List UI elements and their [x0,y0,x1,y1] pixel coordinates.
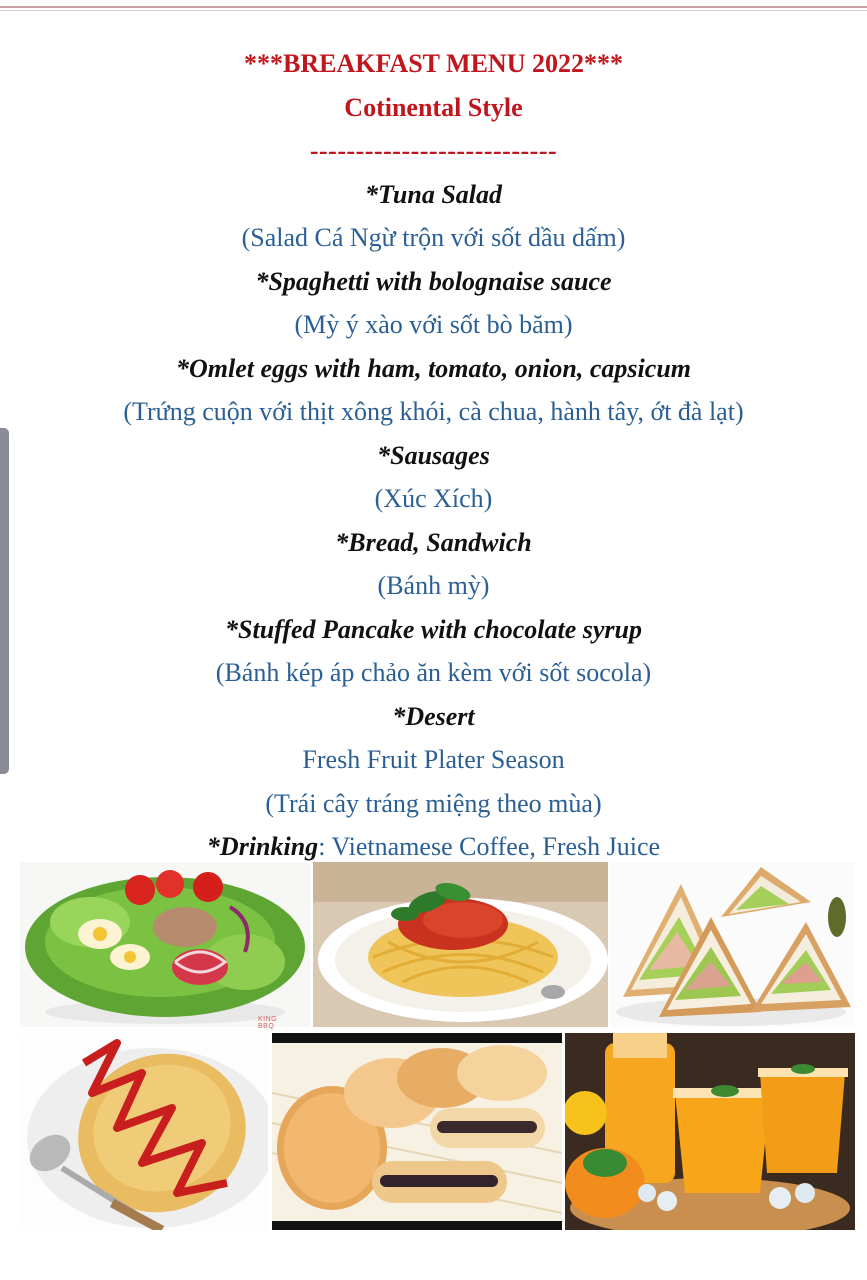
top-border-line [0,6,867,8]
menu-item-name: *Desert [392,701,475,731]
menu-item-desc: (Bánh mỳ) [377,571,490,600]
top-border-line-thin [0,10,867,11]
menu-item-name: *Tuna Salad [364,179,503,209]
drinking-text: : Vietnamese Coffee, Fresh Juice [318,832,661,861]
tuna-salad-photo [20,862,310,1027]
spaghetti-photo [313,862,608,1027]
menu-item-desc: (Bánh kép áp chảo ăn kèm với sốt socola) [215,658,652,687]
menu-item-name: *Stuffed Pancake with chocolate syrup [225,614,642,644]
menu-item-name: *Spaghetti with bolognaise sauce [255,266,612,296]
menu-subtitle: Cotinental Style [344,92,523,122]
menu-divider: --------------------------- [309,136,558,165]
menu-text [0,42,867,869]
menu-item-desc: (Mỳ ý xào với sốt bò băm) [294,310,573,339]
sandwich-photo [611,862,855,1027]
menu-item-desc: (Trứng cuộn với thịt xông khói, cà chua, hành tây, ớt đà lạt) [123,397,744,426]
menu-item-desc: (Xúc Xích) [374,484,493,513]
menu-item-name: *Bread, Sandwich [335,527,532,557]
menu-item-name: *Omlet eggs with ham, tomato, onion, capsicum [176,353,691,383]
menu-title: ***BREAKFAST MENU 2022*** [244,49,623,78]
juice-photo [565,1033,855,1230]
menu-item-name: *Sausages [377,440,490,470]
watermark: KING BBQ [258,1016,278,1030]
menu-item-desc: (Trái cây tráng miệng theo mùa) [265,788,602,818]
drinking-label: *Drinking [206,832,319,861]
menu-item-desc: (Salad Cá Ngừ trộn với sốt dầu dấm) [241,223,626,252]
pancake-photo [272,1033,562,1230]
menu-item-desc: Fresh Fruit Plater Season [302,745,565,774]
omelet-photo [22,1033,268,1230]
